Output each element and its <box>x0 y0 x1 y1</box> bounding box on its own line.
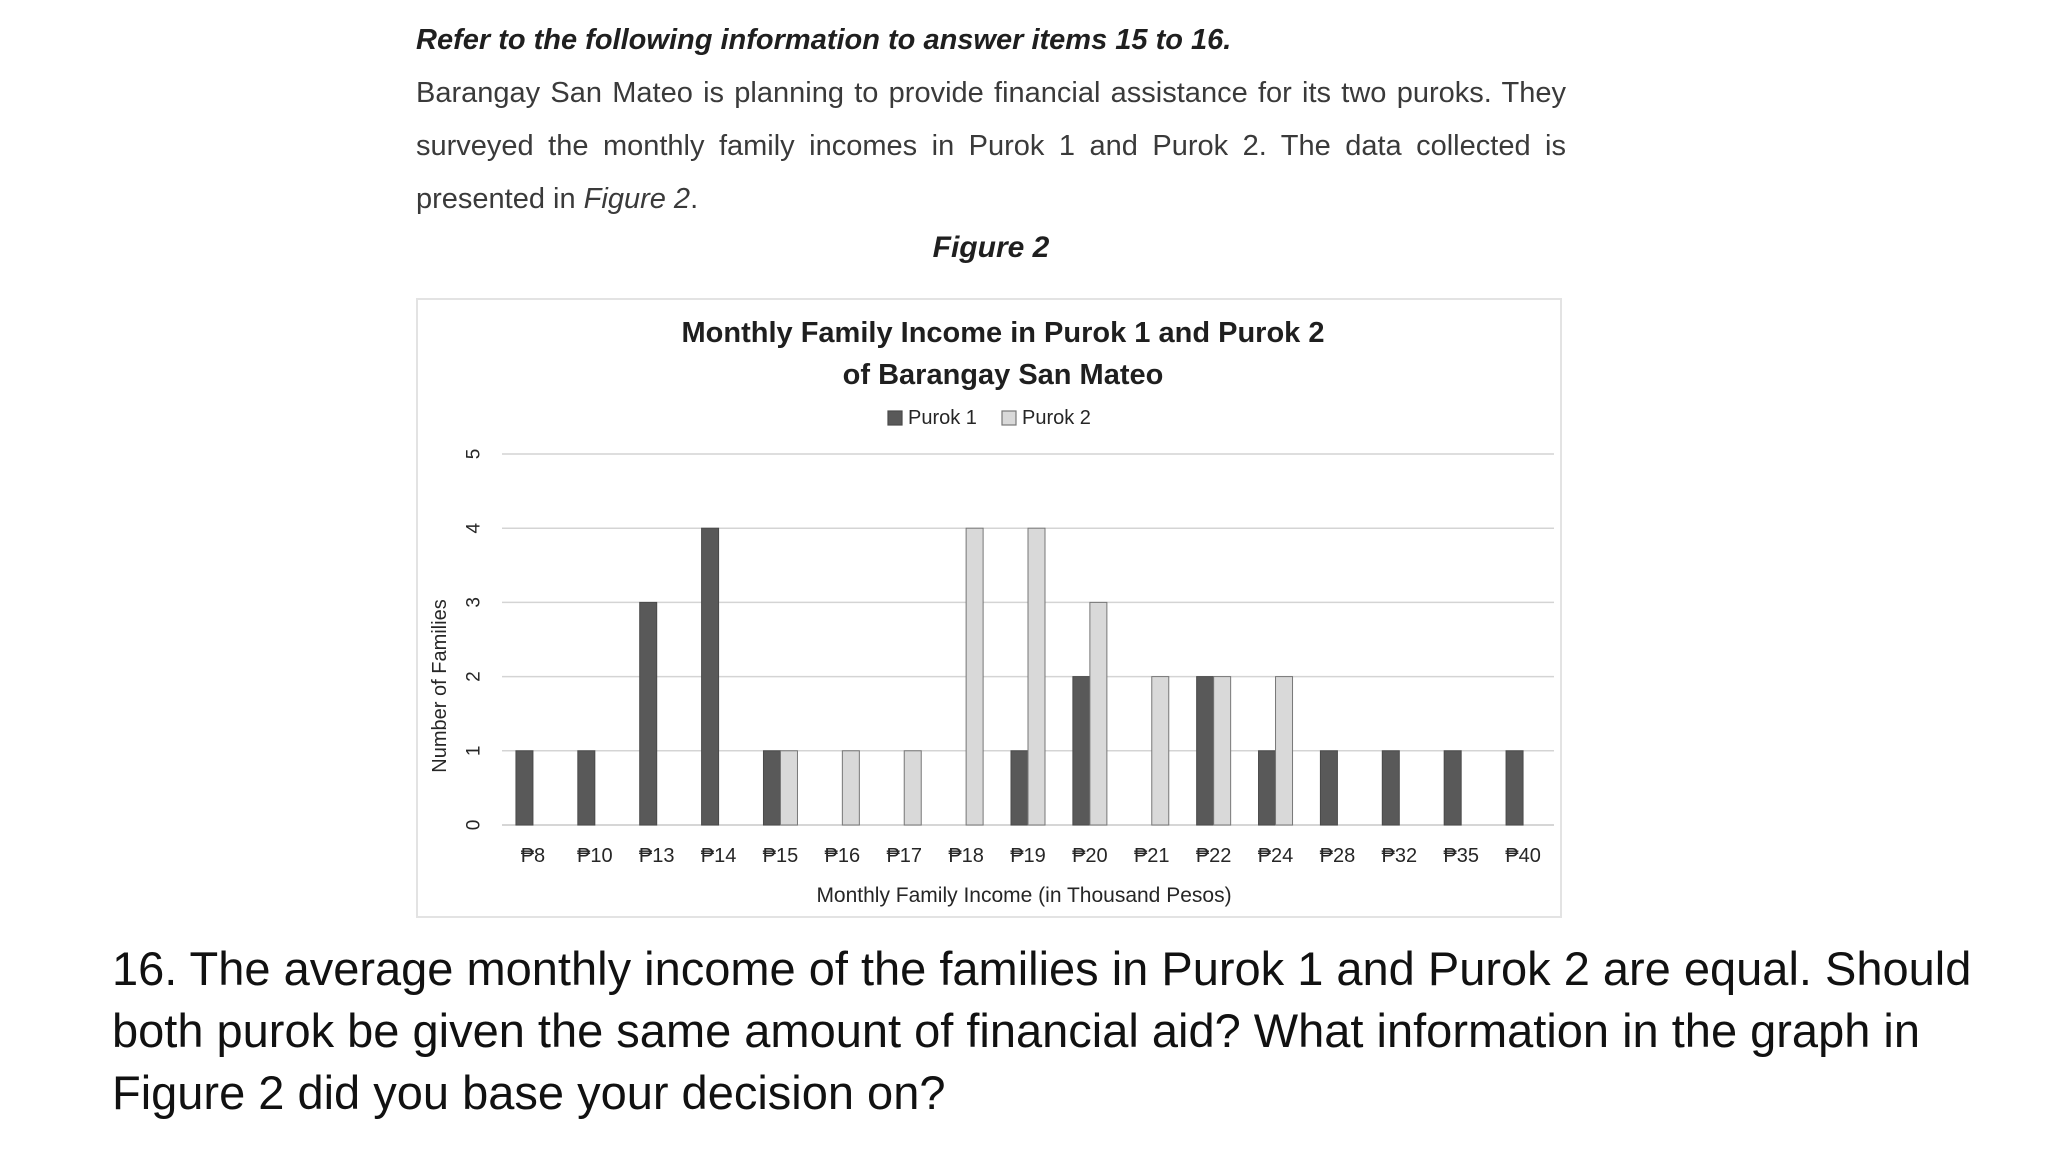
bar-purok-1 <box>1320 751 1337 825</box>
question-text: 16. The average monthly income of the families in Purok 1 and Purok 2 are equal. Should both purok be given the same amount of financial aid? What information in the graph in Figure 2 did you base your decision on? <box>112 942 1972 1119</box>
bar-purok-2 <box>904 751 921 825</box>
y-tick-label: 0 <box>463 819 485 831</box>
bar-purok-1 <box>578 751 595 825</box>
x-tick-label: ₱20 <box>1072 845 1108 867</box>
x-tick-label: ₱35 <box>1443 845 1479 867</box>
legend-label: Purok 2 <box>1022 407 1091 429</box>
bar-purok-1 <box>640 602 657 825</box>
x-tick-label: ₱17 <box>886 845 923 867</box>
x-tick-label: ₱18 <box>948 845 984 867</box>
intro-body <box>416 67 1566 226</box>
x-axis-ticks <box>521 845 1541 867</box>
y-tick-label: 2 <box>463 671 485 682</box>
x-tick-label: ₱8 <box>520 845 546 867</box>
bar-purok-2 <box>1152 677 1169 825</box>
x-tick-label: ₱19 <box>1010 845 1046 867</box>
figure-caption: Figure 2 <box>932 231 1050 264</box>
y-axis-ticks <box>464 449 485 831</box>
x-tick-label: ₱40 <box>1505 845 1541 867</box>
x-tick-label: ₱22 <box>1195 845 1232 867</box>
intro-block <box>416 20 1566 226</box>
intro-heading: Refer to the following information to answer items 15 to 16. <box>416 24 1232 56</box>
x-tick-label: ₱14 <box>700 845 737 867</box>
bar-purok-2 <box>1090 602 1107 825</box>
intro-body-text: Barangay San Mateo is planning to provide financial assistance for its two puroks. They surveyed the monthly family incomes in Purok 1 and Purok 2. The data collected is presented in <box>416 77 1566 215</box>
x-tick-label: ₱21 <box>1133 845 1170 867</box>
legend-swatch <box>1002 411 1016 425</box>
chart-legend <box>888 407 1091 429</box>
bar-purok-1 <box>516 751 533 825</box>
legend-label: Purok 1 <box>908 407 977 429</box>
chart-subtitle: of Barangay San Mateo <box>842 359 1164 391</box>
bar-purok-2 <box>780 751 797 825</box>
y-tick-label: 3 <box>463 597 485 608</box>
bar-purok-2 <box>1028 528 1045 825</box>
y-axis-label: Number of Families <box>429 599 451 773</box>
bar-purok-1 <box>1073 677 1090 825</box>
bar-purok-1 <box>1382 751 1399 825</box>
x-tick-label: ₱32 <box>1381 845 1418 867</box>
intro-body-end: . <box>690 183 699 215</box>
chart-frame <box>416 298 1562 918</box>
bar-chart <box>418 300 1560 916</box>
bar-purok-1 <box>702 528 719 825</box>
y-tick-label: 4 <box>463 522 485 534</box>
bar-purok-1 <box>763 751 780 825</box>
x-axis-label: Monthly Family Income (in Thousand Pesos) <box>816 884 1232 907</box>
bar-purok-2 <box>966 528 983 825</box>
chart-title: Monthly Family Income in Purok 1 and Purok 2 <box>681 317 1325 349</box>
x-tick-label: ₱13 <box>638 845 675 867</box>
intro-figure-reference: Figure 2 <box>583 183 691 215</box>
y-tick-label: 5 <box>463 448 485 460</box>
bar-purok-1 <box>1259 751 1276 825</box>
bar-purok-1 <box>1197 677 1214 825</box>
y-tick-label: 1 <box>463 745 485 757</box>
x-tick-label: ₱16 <box>824 845 861 867</box>
bar-purok-1 <box>1506 751 1523 825</box>
bar-purok-2 <box>1214 677 1231 825</box>
x-tick-label: ₱28 <box>1319 845 1356 867</box>
legend-swatch <box>888 411 902 425</box>
x-tick-label: ₱24 <box>1257 845 1294 867</box>
x-tick-label: ₱15 <box>762 845 799 867</box>
x-tick-label: ₱10 <box>577 845 613 867</box>
bar-purok-2 <box>842 751 859 825</box>
bar-purok-1 <box>1444 751 1461 825</box>
bar-purok-1 <box>1011 751 1028 825</box>
bar-purok-2 <box>1276 677 1293 825</box>
